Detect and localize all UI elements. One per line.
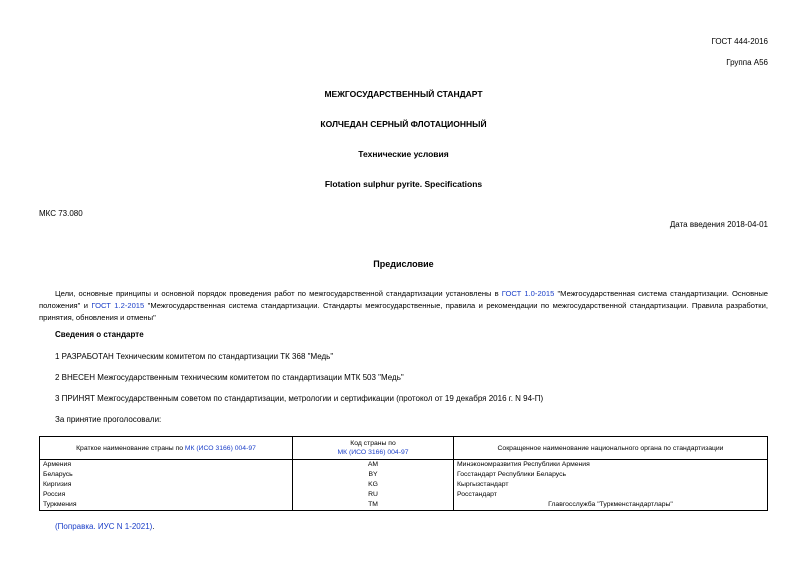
country-cell: Беларусь bbox=[40, 470, 293, 480]
country-cell: Туркмения bbox=[40, 500, 293, 511]
amendment-suffix: . bbox=[152, 522, 155, 531]
code-cell: BY bbox=[293, 470, 454, 480]
country-cell: Армения bbox=[40, 460, 293, 471]
mk-iso-link[interactable]: МК (ИСО 3166) 004-97 bbox=[184, 444, 256, 452]
table-header-row bbox=[40, 437, 768, 460]
foreword-paragraph bbox=[39, 288, 768, 324]
standard-name-en: Flotation sulphur pyrite. Specifications bbox=[324, 179, 483, 189]
header-country-text: Краткое наименование страны по bbox=[76, 444, 185, 452]
body-cell: Росстандарт bbox=[454, 490, 768, 500]
body-cell: Госстандарт Республики Беларусь bbox=[454, 470, 768, 480]
document-number: ГОСТ 444-2016 bbox=[711, 37, 768, 46]
info-item-developed: 1 РАЗРАБОТАН Техническим комитетом по стандартизации ТК 368 "Медь" bbox=[55, 352, 334, 361]
header-code bbox=[293, 437, 454, 460]
mk-iso-link[interactable]: МК (ИСО 3166) 004-97 bbox=[337, 449, 409, 456]
country-cell: Россия bbox=[40, 490, 293, 500]
standard-type-title: МЕЖГОСУДАРСТВЕННЫЙ СТАНДАРТ bbox=[324, 89, 483, 99]
table-row bbox=[40, 490, 768, 500]
voted-label: За принятие проголосовали: bbox=[55, 415, 162, 424]
foreword-text-part: "Межгосударственная система стандартизации. Основные положения" и bbox=[39, 289, 768, 310]
foreword-text-part: "Межгосударственная система стандартизации. Стандарты межгосударственные, правила и рекомендации по межгосударственной стандартизации. Правила разработки, принятия, обновления и отмены" bbox=[39, 301, 768, 322]
mks-code: МКС 73.080 bbox=[39, 209, 83, 218]
code-cell: KG bbox=[293, 480, 454, 490]
voting-table bbox=[39, 436, 768, 511]
table-row bbox=[40, 500, 768, 511]
amendment-link[interactable]: (Поправка. ИУС N 1-2021) bbox=[55, 522, 153, 531]
info-item-adopted: 3 ПРИНЯТ Межгосударственным советом по стандартизации, метрологии и сертификации (протокол от 19 декабря 2016 г. N 94-П) bbox=[55, 394, 544, 403]
foreword-text-part: Цели, основные принципы и основной порядок проведения работ по межгосударственной стандартизации установлены в bbox=[55, 289, 502, 298]
code-cell: TM bbox=[293, 500, 454, 511]
country-cell: Киргизия bbox=[40, 480, 293, 490]
amendment-note bbox=[55, 522, 155, 531]
standard-info-heading: Сведения о стандарте bbox=[55, 330, 144, 339]
code-cell: AM bbox=[293, 460, 454, 471]
table-row bbox=[40, 460, 768, 471]
header-country bbox=[40, 437, 293, 460]
table-row bbox=[40, 480, 768, 490]
header-body: Сокращенное наименование национального органа по стандартизации bbox=[454, 437, 768, 460]
standard-name-ru: КОЛЧЕДАН СЕРНЫЙ ФЛОТАЦИОННЫЙ bbox=[320, 119, 487, 129]
foreword-heading: Предисловие bbox=[373, 259, 434, 269]
gost-1-2-link[interactable]: ГОСТ 1.2-2015 bbox=[91, 301, 145, 310]
gost-1-0-link[interactable]: ГОСТ 1.0-2015 bbox=[501, 289, 555, 298]
table-row bbox=[40, 470, 768, 480]
body-cell: Минэкономразвития Республики Армения bbox=[454, 460, 768, 471]
code-cell: RU bbox=[293, 490, 454, 500]
body-cell: Главгосслужба "Туркменстандартлары" bbox=[454, 500, 768, 511]
header-code-text: Код страны по bbox=[350, 440, 396, 447]
group-code: Группа А56 bbox=[726, 58, 768, 67]
standard-subtitle-ru: Технические условия bbox=[358, 149, 449, 159]
intro-date: Дата введения 2018-04-01 bbox=[669, 220, 768, 229]
body-cell: Кыргызстандарт bbox=[454, 480, 768, 490]
info-item-introduced: 2 ВНЕСЕН Межгосударственным техническим комитетом по стандартизации МТК 503 "Медь" bbox=[55, 373, 404, 382]
